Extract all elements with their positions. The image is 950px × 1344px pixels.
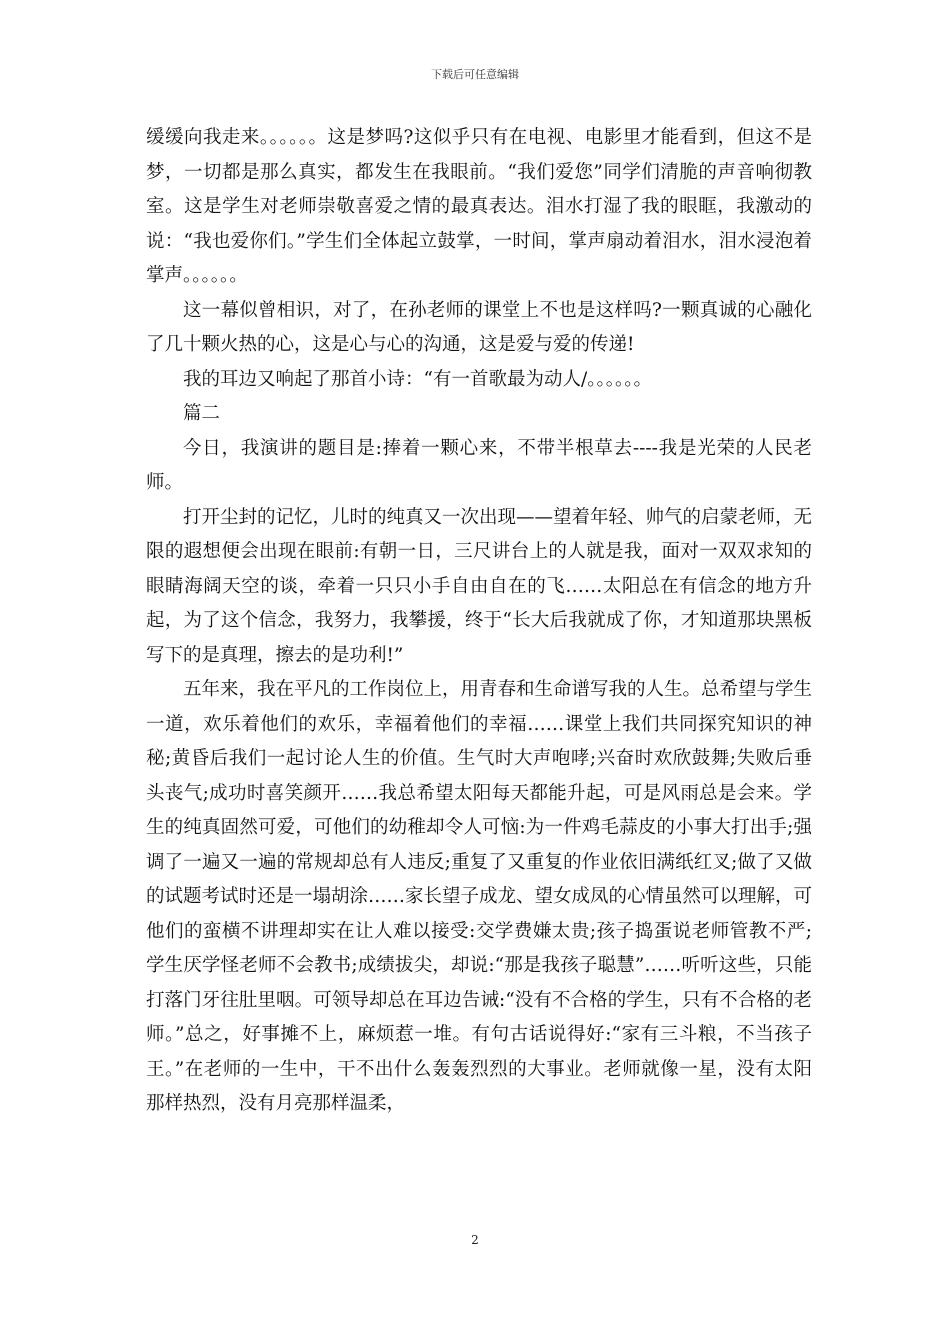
paragraph-2: 这一幕似曾相识，对了，在孙老师的课堂上不也是这样吗?一颗真诚的心融化了几十颗火热的心，这是心与心的沟通，这是爱与爱的传递!	[146, 299, 812, 355]
page-header: 下载后可任意编辑	[431, 68, 519, 81]
paragraph-6: 五年来，我在平凡的工作岗位上，用青春和生命谱写我的人生。总希望与学生一道，欢乐着他们的欢乐，幸福着他们的幸福……课堂上我们共同探究知识的神秘;黄昏后我们一起讨论人生的价值。生气时大声咆哮;兴奋时欢欣鼓舞;失败后垂头丧气;成功时喜笑颜开……我总希望太阳每天都能升起，可是风雨总是会来。学生的纯真固然可爱，可他们的幼稚却令人可恼:为一件鸡毛蒜皮的小事大打出手;强调了一遍又一遍的常规却总有人违反;重复了又重复的作业依旧满纸红叉;做了又做的试题考试时还是一塌胡涂……家长望子成龙、望女成凤的心情虽然可以理解，可他们的蛮横不讲理却实在让人难以接受:交学费嫌太贵;孩子捣蛋说老师管教不严;学生厌学怪老师不会教书;成绩拔尖，却说:“那是我孩子聪慧”……听听这些，只能打落门牙往肚里咽。可领导却总在耳边告诫:“没有不合格的学生，只有不合格的老师。”总之，好事摊不上，麻烦惹一堆。有句古话说得好:“家有三斗粮，不当孩子王。”在老师的一生中，干不出什么轰轰烈烈的大事业。老师就像一星，没有太阳那样热烈，没有月亮那样温柔，	[146, 679, 813, 1114]
paragraph-3: 我的耳边又响起了那首小诗：“有一首歌最为动人/。。。。。。	[183, 368, 652, 390]
page-number: 2	[471, 1233, 479, 1247]
paragraph-5: 打开尘封的记忆，儿时的纯真又一次出现——望着年轻、帅气的启蒙老师，无限的遐想便会出现在眼前:有朝一日，三尺讲台上的人就是我，面对一双双求知的眼睛海阔天空的谈，牵着一只只小手自由自在的飞……太阳总在有信念的地方升起，为了这个信念，我努力，我攀援，终于“长大后我就成了你，才知道那块黑板写下的是真理，擦去的是功利!”	[146, 506, 813, 666]
paragraph-1: 缓缓向我走来。。。。。。这是梦吗?这似乎只有在电视、电影里才能看到，但这不是梦，一切都是那么真实，都发生在我眼前。“我们爱您”同学们清脆的声音响彻教室。这是学生对老师崇敬喜爱之情的最真表达。泪水打湿了我的眼眶，我激动的说：“我也爱你们。”学生们全体起立鼓掌，一时间，掌声扇动着泪水，泪水浸泡着掌声。。。。。。	[146, 127, 812, 286]
document-body	[146, 121, 812, 1122]
section-heading: 篇二	[183, 403, 221, 424]
paragraph-4: 今日，我演讲的题目是:捧着一颗心来，不带半根草去----我是光荣的人民老师。	[146, 437, 812, 493]
